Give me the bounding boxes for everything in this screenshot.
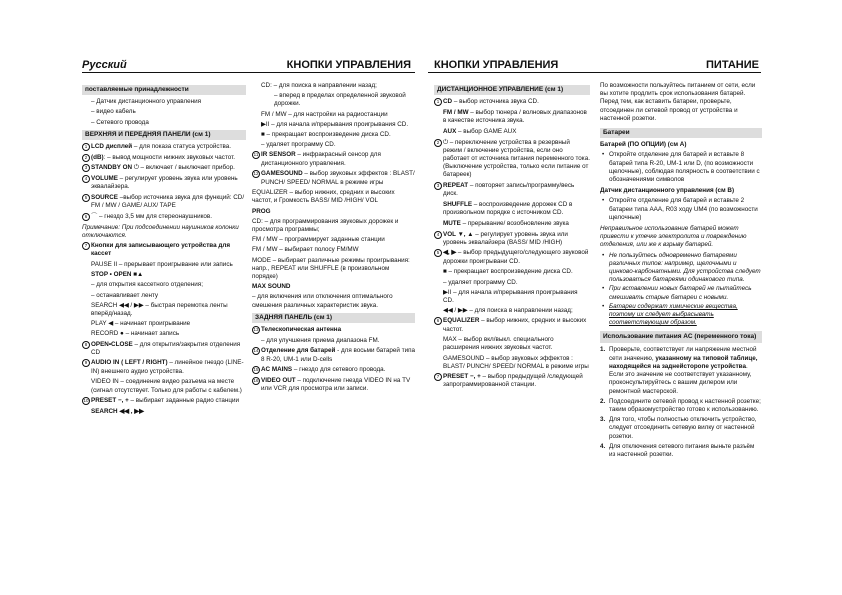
batteries-heading: Батареи xyxy=(600,128,762,138)
panel-item-2 xyxy=(82,154,246,162)
stop-text: STOP • OPEN ■▲ xyxy=(91,271,144,279)
prog-fm: FM / MW – программирует заданные станции xyxy=(252,236,385,244)
item-number: 10 xyxy=(83,397,89,403)
item-text: – для показа статуса устройства. xyxy=(132,143,231,151)
item-text: – регулирует уровень звука или уровень эквалайзера. xyxy=(91,175,238,191)
eq-text: EQUALIZER – выбор нижних, средних и высоких частот, и Громкость BASS/ MID /HIGH/ VOL xyxy=(252,189,395,205)
remote-item-7 xyxy=(434,373,590,389)
item-text: – выбор тюнера / волновых диапазонов в качестве источника звука. xyxy=(443,108,587,125)
panel-item-6 xyxy=(82,213,246,221)
rear-heading: ЗАДНЯЯ ПАНЕЛЬ (см 1) xyxy=(252,313,415,323)
remote-item-sub xyxy=(434,128,590,136)
item-text: – регулирует уровень звука или уровень эквалайзера (BASS/ MID /HIGH) xyxy=(443,230,568,246)
panel-heading: ВЕРХНЯЯ И ПЕРЕДНЯЯ ПАНЕЛИ (см 1) xyxy=(82,130,246,140)
remote-item-sub xyxy=(434,201,590,217)
accessories-heading: поставляемые принадлежности xyxy=(82,85,246,95)
item-label: IR SENSOR xyxy=(261,151,296,159)
search-text: SEARCH ◀◀ / ▶▶ – быстрая перемотка ленты вперёд/назад. xyxy=(91,301,228,317)
item-text: – выбор нижних, средних и высоких частот. xyxy=(443,317,587,333)
video-in-text: VIDEO IN – соединение видео разъема на месте (сигнал отсутствует. Только для работы с кабелем.) xyxy=(91,378,242,394)
panel-item-1 xyxy=(82,143,246,151)
step-text: Проверьте, соответствует ли напряжение местной сети значению, xyxy=(609,346,757,362)
item-text: – подключение гнезда VIDEO IN на TV или VCR для просмотра или записи. xyxy=(261,377,411,393)
panel-item-8 xyxy=(82,341,246,357)
bullet-mark: • xyxy=(602,285,605,293)
accessory-item: – Сетевого провода xyxy=(91,118,149,126)
bullet-text: Откройте отделение для батарей и вставьте 2 батареи типа AAA, R03 ходу UM4 (по возможности щелочные) xyxy=(609,197,758,221)
item-label: LCD дисплей xyxy=(91,143,133,151)
item-text: – выбор предыдущей /следующей запрограммированной станции. xyxy=(443,373,583,389)
item-label: EQUALIZER xyxy=(443,317,480,325)
item-number: 13 xyxy=(253,327,259,333)
accessory-item: – Датчик дистанционного управления xyxy=(91,98,202,106)
item-label: Телескопическая антенна xyxy=(261,326,342,334)
item-text: – для улучшения приема диапазона FM. xyxy=(261,336,380,344)
pause-text: PAUSE II – прерывает проигрывание или запись xyxy=(91,260,233,268)
bullet-text: Не пользуйтесь одновременно батареями различных типов: например, щелочными и цинково-карбонатными. Для устройства следует пользоваться батареями одинакового типа. xyxy=(609,251,761,284)
item-number: 4 xyxy=(82,175,90,183)
item-label: (dB) xyxy=(91,153,104,161)
item-number: 3 xyxy=(434,182,442,190)
rear-item-14 xyxy=(252,347,415,363)
item-text: - для восьми батарей типа 8 R-20, UM-1 или D-cells xyxy=(261,347,416,363)
bullet-text: Батареи содержат химические вещества, поэтому их следует выбрасывать соответствующим образом. xyxy=(609,302,738,327)
item-label: PRESET −, + xyxy=(443,373,481,381)
record-text: RECORD ● – начинает запись xyxy=(91,330,180,338)
column-3 xyxy=(434,82,590,392)
item-text: – воспроизведение дорожек CD в произвольном порядке с источником CD. xyxy=(443,200,573,217)
item-text: –выбор источника звука для функций: CD/ FM / MW / GAME/ AUX/ TAPE xyxy=(91,194,245,210)
remote-battery-title: Датчик дистанционного управления (см B) xyxy=(600,187,735,195)
item-label: AUDIO IN ( LEFT / RIGHT) xyxy=(91,359,168,367)
playpause-text: ▶II – для начала и/прерывания проигрывания CD. xyxy=(261,120,409,128)
item-text: – гнездо для сетевого провода. xyxy=(292,366,386,374)
item-number: 8 xyxy=(82,341,90,349)
mode-text: MODE – выбирает различные режимы проигрывания: напр., REPEAT или SHUFFLE (в произвольном порядке) xyxy=(252,256,410,281)
item-number: 15 xyxy=(253,367,259,373)
batteries-title: Батарей (ПО ОПЦИИ) (см A) xyxy=(600,141,687,149)
panel-item-10 xyxy=(82,397,246,405)
item-number: 6 xyxy=(82,213,90,221)
panel-item-5 xyxy=(82,194,246,210)
panel-item-11 xyxy=(252,151,415,167)
item-label: VIDEO OUT xyxy=(261,377,296,385)
step-bold: указанному на типовой таблице, находящейся на заднейсторопе устройства xyxy=(609,354,758,370)
item-text: – выбор звуковых эффектов : BLAST/ PUNCH/ SPEED/ NORMAL в режиме игры xyxy=(261,170,415,186)
item-number: 1 xyxy=(434,98,442,106)
item-label: FM / MW xyxy=(443,108,469,116)
stop-b: – останавливает ленту xyxy=(91,291,159,299)
cd-a: – вперед в пределах определенной звуковой дорожки. xyxy=(274,92,406,108)
step-text: Для того, чтобы полностью отключить устройство, следует отсоединить сетевую вилку от настенной розетки. xyxy=(609,416,757,440)
item-number: 3 xyxy=(82,164,90,172)
item-label: OPEN•CLOSE xyxy=(91,340,133,348)
accessory-item: – видео кабель xyxy=(91,108,136,116)
item-label: Отделение для батарей xyxy=(261,347,336,355)
search-text: ◀◀ / ▶▶ – для поиска в направлении назад; xyxy=(443,307,573,315)
warning-text: Неправильное использование батарей может привести к утечке электролита и повреждению отделения, или же к взрыву батарей. xyxy=(600,225,747,249)
stop-a: – удаляет программу CD. xyxy=(261,141,336,149)
item-label: AUX xyxy=(443,127,457,135)
item-label: MUTE xyxy=(443,219,461,227)
remote-item-3 xyxy=(434,182,590,198)
item-text: – для открытия/закрытия отделения CD xyxy=(91,340,241,356)
item-text: : – вывод мощности нижних звуковых частот. xyxy=(103,153,236,161)
item-text: – выбор предыдущего/следующего звуковой дорожки проигрывани CD. xyxy=(443,249,589,265)
remote-item-sub xyxy=(434,220,590,228)
item-number: 12 xyxy=(253,171,259,177)
item-number: 2 xyxy=(82,154,90,162)
item-label: AC MAINS xyxy=(261,366,293,374)
item-label: CD xyxy=(443,98,453,106)
search2-text: SEARCH ◀◀ , ▶▶ xyxy=(91,407,144,415)
step-number: 4. xyxy=(600,442,606,450)
panel-item-9 xyxy=(82,359,246,375)
prog-fm2: FM / MW – выбирает полосу FM/MW xyxy=(252,246,359,254)
intro-text: По возможности пользуйтесь питанием от сети, если вы хотите продлить срок использования батарей. Перед тем, как вставить батареи, проверьте, отсоединен ли сетевой провод от устройства и настенной розетки. xyxy=(600,82,756,122)
remote-item-2 xyxy=(434,139,590,180)
item-text: ⌒ – гнездо 3,5 мм для стереонаушников. xyxy=(91,212,213,220)
item-number: 4 xyxy=(434,231,442,239)
item-text: – выбор GAME AUX xyxy=(456,127,517,135)
ac-step xyxy=(600,416,762,441)
note: Примечание: При подсоединении наушников колонки отключаются. xyxy=(82,223,239,239)
item-text: – линейное гнездо (LINE-IN) внешнего аудио устройства. xyxy=(91,359,244,375)
controls-title-left: КНОПКИ УПРАВЛЕНИЯ xyxy=(286,58,411,71)
column-4 xyxy=(600,82,762,461)
stop-text: ■ – прекращает воспроизведение диска CD. xyxy=(261,131,391,139)
prog-label: PROG xyxy=(252,207,271,215)
item-number: 5 xyxy=(82,194,90,202)
rear-item-13 xyxy=(252,326,415,334)
item-number: 7 xyxy=(434,373,442,381)
column-1 xyxy=(82,82,246,418)
item-text: ⏻ – переключение устройства в резервный режим / включение устройства, если оно работает от источника питания переменного тока. (Выключение устройства, только если питание от батареек) xyxy=(443,138,590,179)
step-number: 2. xyxy=(600,397,606,405)
bullet-text: При вставлении новых батарей не пытайтесь смешивать старые батареи с новыми. xyxy=(609,285,752,301)
item-label: VOL ▼, ▲ xyxy=(443,230,474,238)
item-number: 14 xyxy=(253,348,259,354)
column-2 xyxy=(252,82,415,396)
rear-item-15 xyxy=(252,366,415,374)
item-number: 16 xyxy=(253,378,259,384)
panel-item-12 xyxy=(252,170,415,186)
controls-title-right: КНОПКИ УПРАВЛЕНИЯ xyxy=(434,58,559,71)
bullet-mark: • xyxy=(602,302,605,310)
stop-a: – для открытия кассетного отделения; xyxy=(91,281,203,289)
warning-bullet xyxy=(600,285,762,301)
item-number: 11 xyxy=(253,152,259,158)
warning-bullet xyxy=(600,252,762,285)
remote-item-sub xyxy=(434,109,590,125)
step-text: Подсоедините сетевой провод к настенной розетке; таким образомустройство готово к использованию. xyxy=(609,397,761,413)
prog-cd: CD: – для программирования звуковых дорожек и просмотра программы; xyxy=(252,217,399,234)
item-label: STANDBY ON xyxy=(91,164,133,172)
battery-bullet: • Откройте отделение для батарей и вставьте 8 батарей типа R-20, UM-1 или D, (по возможности щелочные), соблюдая полярность в соответствии с обозначениями символов xyxy=(602,151,760,184)
item-text: – инфракрасный сенсор для дистанционного управления. xyxy=(261,151,381,167)
language-label: Русский xyxy=(82,58,127,71)
cd-text: CD: – для поиска в направлении назад; xyxy=(261,82,377,89)
step-number: 1. xyxy=(600,346,606,354)
power-title: ПИТАНИЕ xyxy=(706,58,759,71)
remote-item-6 xyxy=(434,317,590,333)
bullet-mark: • xyxy=(602,251,605,259)
item-label: Кнопки для записывающего устройства для кассет xyxy=(91,242,231,258)
item-text: – выбирает заданные радио станции xyxy=(128,396,240,404)
rear-item-16 xyxy=(252,377,415,393)
panel-item-3 xyxy=(82,164,246,172)
maxsound-label: MAX SOUND xyxy=(252,283,291,291)
remote-item-4 xyxy=(434,231,590,247)
stop-text: ■ – прекращает воспроизведение диска CD. xyxy=(443,268,573,276)
header-right xyxy=(428,52,761,73)
item-label: SOURCE xyxy=(91,194,118,202)
remote-item-5 xyxy=(434,249,590,265)
ac-step xyxy=(600,443,762,459)
remote-item-1 xyxy=(434,98,590,106)
item-number: 2 xyxy=(434,139,442,147)
item-label: ◀, ▶ xyxy=(443,249,457,257)
item-label: GAMESOUND xyxy=(261,170,303,178)
item-label: PRESET −, + xyxy=(91,396,129,404)
max-text: MAX – выбор вкл/выкл. специального расширения нижних звуковых частот. xyxy=(443,336,554,352)
item-label: SHUFFLE xyxy=(443,200,473,208)
step-text: . Если это значение не соответствует указанному, проконсультируйтесь с вашим дилером или ремонтной мастерской. xyxy=(609,362,752,395)
item-number: 9 xyxy=(82,359,90,367)
step-number: 3. xyxy=(600,416,606,424)
ac-step xyxy=(600,398,762,414)
item-number: 6 xyxy=(434,317,442,325)
ac-step xyxy=(600,346,762,395)
header-left xyxy=(82,52,415,73)
play-text: PLAY ◀ – начинает проигрывание xyxy=(91,320,191,328)
item-text: – повторяет запись/программу/весь диск. xyxy=(443,182,575,198)
rear-item-sub xyxy=(252,337,415,345)
item-number: 5 xyxy=(434,249,442,257)
remote-bullet: • Откройте отделение для батарей и вставьте 2 батареи типа AAA, R03 ходу UM4 (по возможности щелочные) xyxy=(602,197,758,221)
item-label: VOLUME xyxy=(91,175,118,183)
item-number: 1 xyxy=(82,143,90,151)
item-label: REPEAT xyxy=(443,182,469,190)
panel-item-4 xyxy=(82,175,246,191)
item-text: – прерывание/ возобновление звука xyxy=(460,219,569,227)
stop-a: – удаляет программу CD. xyxy=(443,278,518,286)
item-number: 7 xyxy=(82,242,90,250)
playpause-text: ▶II – для начала и/прерывания проигрывания CD. xyxy=(443,288,578,304)
game-text: GAMESOUND – выбор звуковых эффектов : BLAST/ PUNCH/ SPEED/ NORMAL в режиме игры xyxy=(443,354,589,370)
ac-heading: Использование питания АС (переменного тока) xyxy=(600,331,762,343)
bullet-text: Откройте отделение для батарей и вставьте 8 батарей типа R-20, UM-1 или D, (по возможности щелочные), соблюдая полярность в соответствии с обозначениями символов xyxy=(609,151,760,184)
step-text: Для отключения сетевого питания выньте разъём из настенной розетки. xyxy=(609,442,755,458)
fmmw-text: FM / MW – для настройки на радиостанции xyxy=(261,110,388,118)
remote-heading: ДИСТАНЦИОННОЕ УПРАВЛЕНИЕ (см 1) xyxy=(434,85,590,95)
warning-bullet xyxy=(600,303,762,328)
item-7 xyxy=(82,242,246,258)
maxsound-text: – для включения или отключения оптимального смешения различных характеристик звука. xyxy=(252,293,393,309)
item-text: ⏻ – включает / выключает прибор. xyxy=(132,164,235,172)
item-text: – выбор источника звука CD. xyxy=(452,98,539,106)
